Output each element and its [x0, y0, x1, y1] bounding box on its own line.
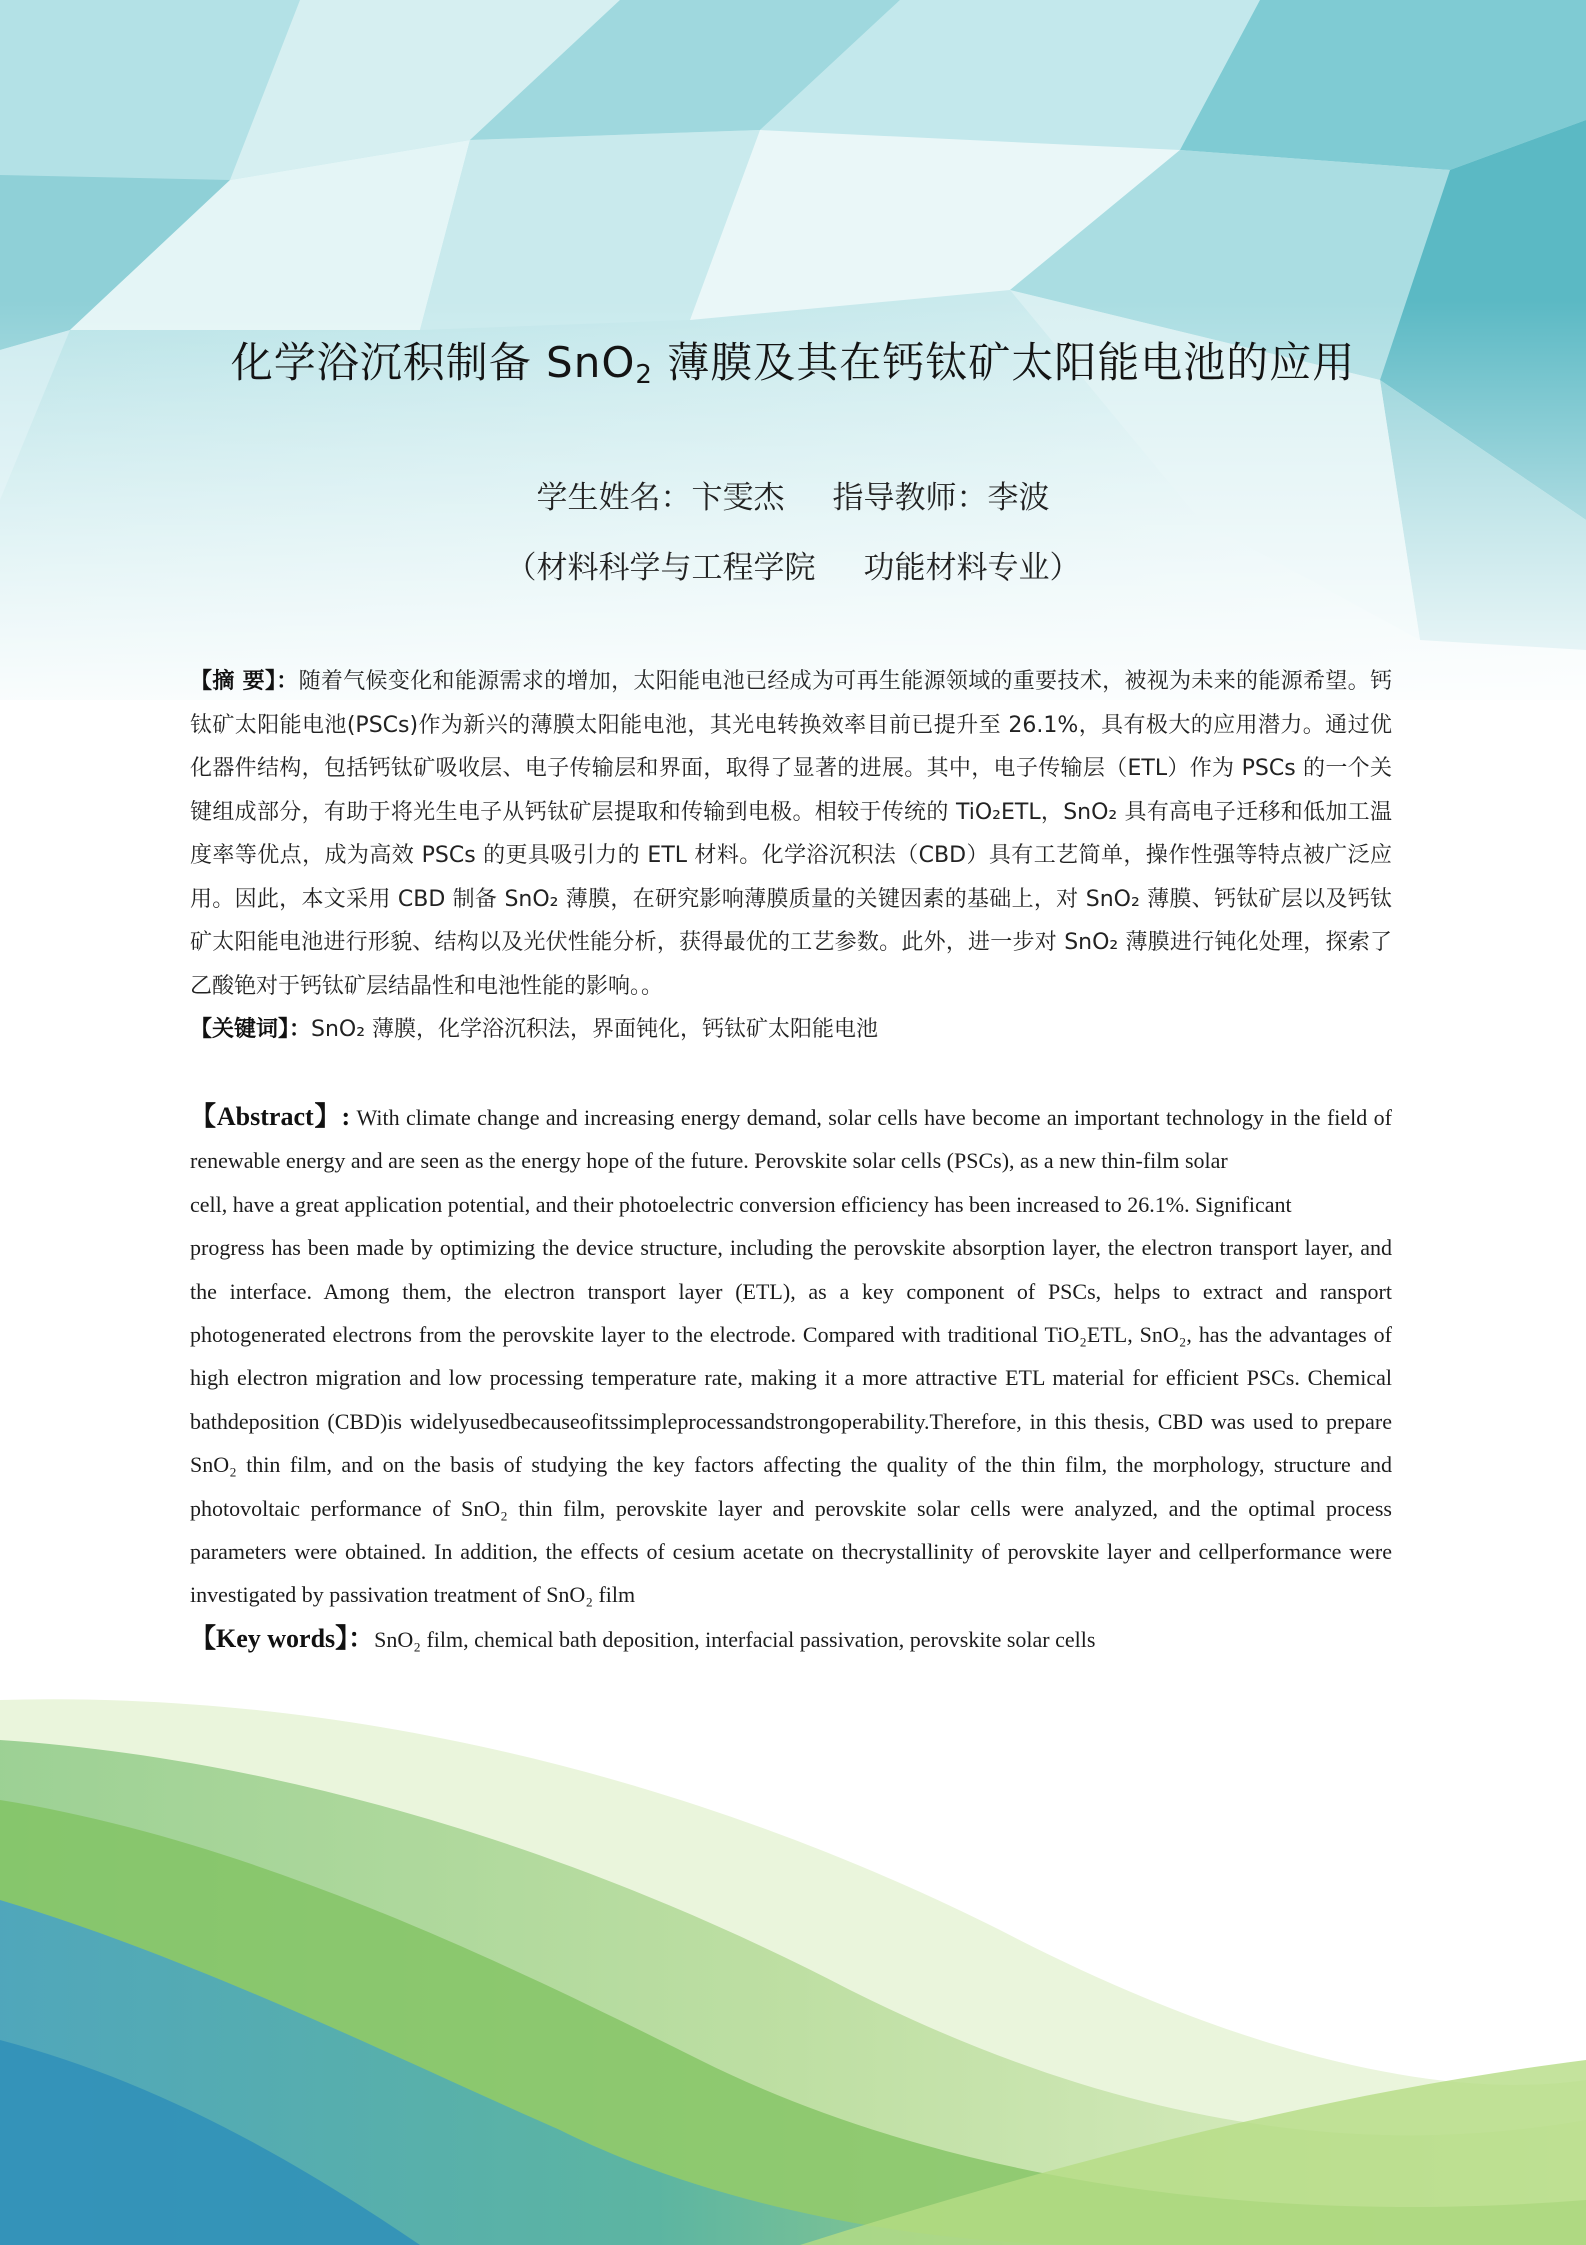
chinese-keywords [190, 1008, 1392, 1052]
english-keywords-label: 【Key words】： [190, 1623, 375, 1653]
affiliation-line [0, 542, 1586, 587]
english-abstract-section [190, 1095, 1392, 1661]
chinese-abstract-section [190, 660, 1392, 1052]
english-keywords-text: SnO₂ film, chemical bath deposition, interfacial passivation, perovskite solar cells [374, 1626, 1096, 1652]
title-prefix: 化学浴沉积制备 SnO [230, 338, 636, 387]
english-abstract-text-1: With climate change and increasing energy demand, solar cells have become an important technology in the field of renewable energy and are seen as the energy hope of the future. Perovskite solar cells (PSCs), as a new thin-film solar [190, 1105, 1392, 1174]
document-title [0, 330, 1586, 390]
chinese-keywords-text: SnO₂ 薄膜，化学浴沉积法，界面钝化，钙钛矿太阳能电池 [311, 1017, 879, 1042]
title-suffix: 薄膜及其在钙钛矿太阳能电池的应用 [652, 338, 1356, 387]
advisor-name: 指导教师：李波 [832, 480, 1050, 516]
student-name: 学生姓名：卞雯杰 [536, 480, 785, 516]
college-name: （材料科学与工程学院 [505, 550, 816, 586]
chinese-abstract [190, 660, 1392, 1008]
english-abstract-label: 【Abstract】: [190, 1102, 351, 1131]
english-abstract-p3: progress has been made by optimizing the device structure, including the perovskite absorption layer, the electron transport layer, and the interface. Among them, the electron transport layer (ETL), as a key component of PSCs, helps to extract and ransport photogenerated electrons from the perovskite layer to the electrode. Compared with traditional TiO₂ETL, SnO₂, has the advantages of high electron migration and low processing temperature rate, making it a more attractive ETL material for efficient PSCs. Chemical bathdeposition (CBD)is widelyusedbecauseofitssimpleprocessandstrongoperability.Therefore, in this thesis, CBD was used to prepare SnO₂ thin film, and on the basis of studying the key factors affecting the quality of the thin film, the morphology, structure and photovoltaic performance of SnO₂ thin film, perovskite layer and perovskite solar cells were analyzed, and the optimal process parameters were obtained. In addition, the effects of cesium acetate on thecrystallinity of perovskite layer and cellperformance were investigated by passivation treatment of SnO₂ film [190, 1235, 1392, 1608]
chinese-abstract-text: 随着气候变化和能源需求的增加，太阳能电池已经成为可再生能源领域的重要技术，被视为未来的能源希望。钙钛矿太阳能电池(PSCs)作为新兴的薄膜太阳能电池，其光电转换效率目前已提升至 26.1%，具有极大的应用潜力。通过优化器件结构，包括钙钛矿吸收层、电子传输层和界面，取得了显著的进展。其中，电子传输层（ETL）作为 PSCs 的一个关键组成部分，有助于将光生电子从钙钛矿层提取和传输到电极。相较于传统的 TiO₂ETL，SnO₂ 具有高电子迁移和低加工温度率等优点，成为高效 PSCs 的更具吸引力的 ETL 材料。化学浴沉积法（CBD）具有工艺简单，操作性强等特点被广泛应用。因此，本文采用 CBD 制备 SnO₂ 薄膜，在研究影响薄膜质量的关键因素的基础上，对 SnO₂ 薄膜、钙钛矿层以及钙钛矿太阳能电池进行形貌、结构以及光伏性能分析，获得最优的工艺参数。此外，进一步对 SnO₂ 薄膜进行钝化处理，探索了乙酸铯对于钙钛矿层结晶性和电池性能的影响。。 [190, 669, 1392, 999]
english-abstract-p1 [190, 1095, 1392, 1183]
english-keywords [190, 1617, 1392, 1661]
english-abstract-p2: cell, have a great application potential, and their photoelectric conversion efficiency has been increased to 26.1%. Significant [190, 1191, 1292, 1217]
title-subscript: 2 [635, 360, 653, 390]
chinese-abstract-label: 【摘 要】： [190, 669, 299, 694]
author-line [0, 472, 1586, 517]
major-name: 功能材料专业） [863, 550, 1081, 586]
chinese-keywords-label: 【关键词】： [190, 1017, 312, 1042]
